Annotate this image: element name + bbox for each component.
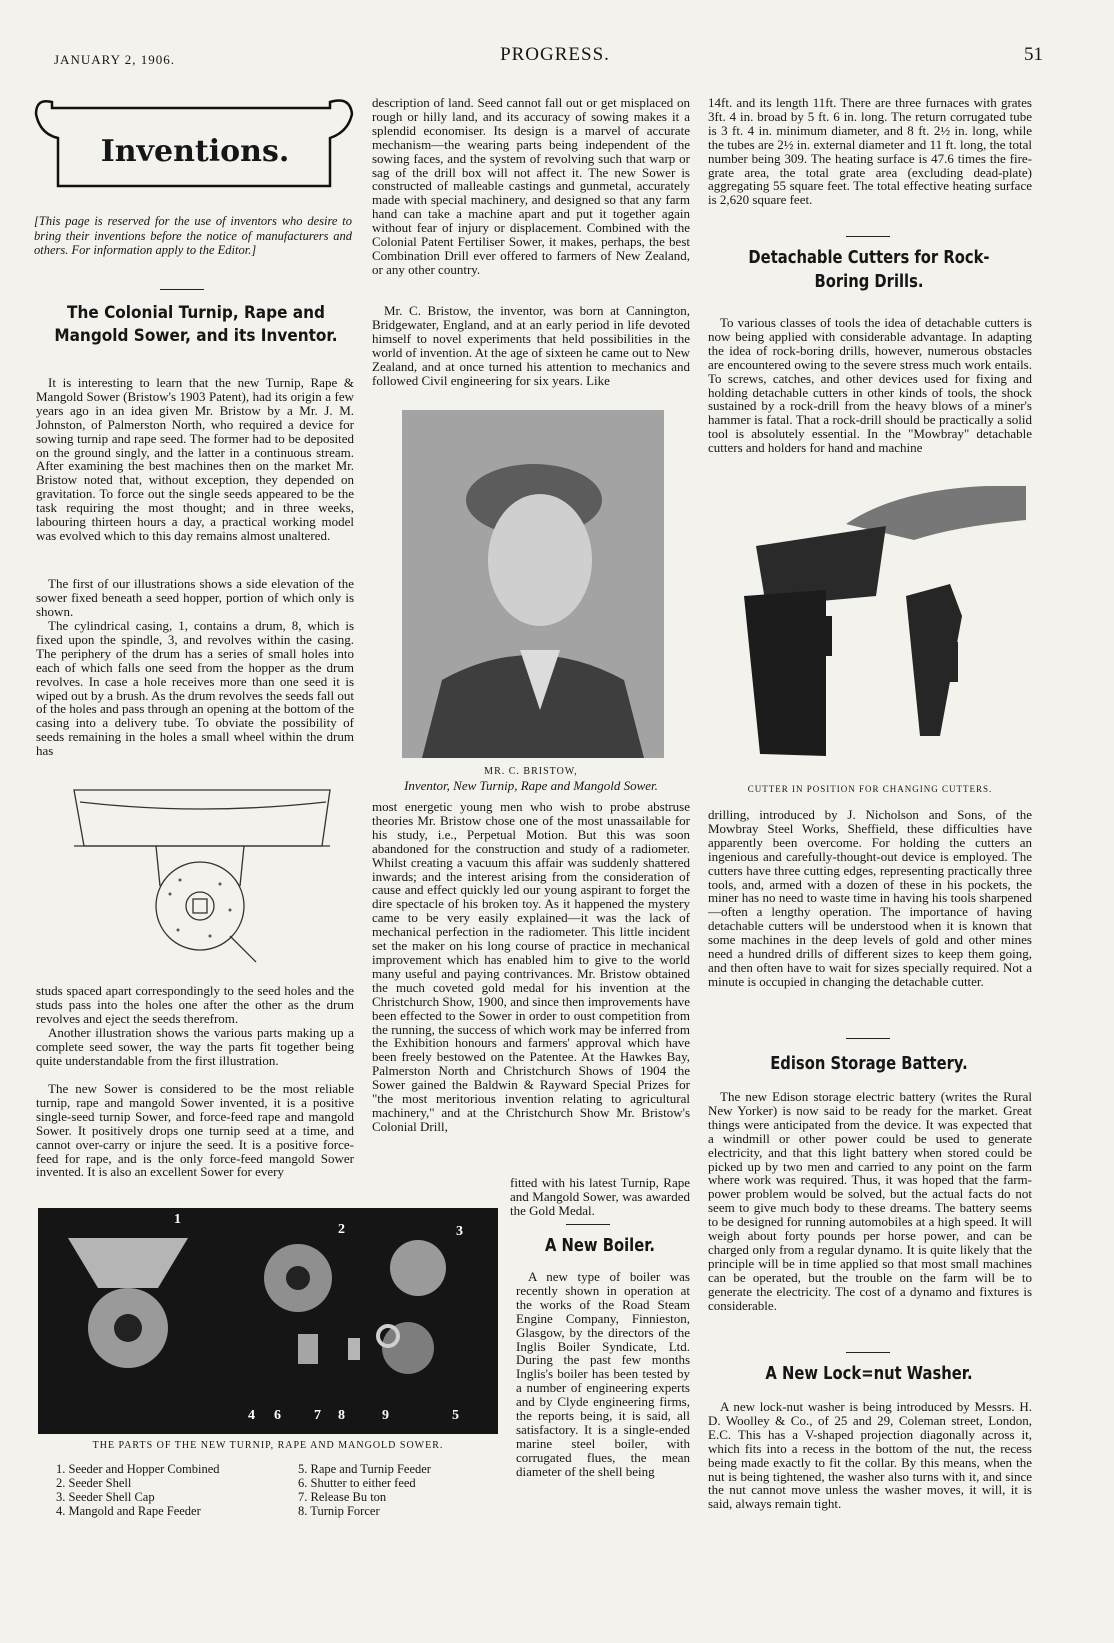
edison-paragraph: The new Edison storage electric battery (writes the Rural New Yorker) is now said to be ready for the market. Great things were anticipated from the device. It was expected that a windmill or other power could be used to generate electricity, and that this light battery when stored could be picked up by two men and carried to any point on the farm where work was required. Thus, it was hoped that the farm-power problem would be solved, but the actual facts do not seem to give much body to these dreams. The battery seems to be designed for running automobiles at a high speed. It will weigh about forty pounds per horse power, and can be charged only from a regular dynamo. It is quite likely that the principle will be in time applied so that most small machines can be operated, but the trouble on the farm will be to generate the electricity. The cost of a dynamo and fixtures is considerable. <box>708 1089 1032 1313</box>
boiler-paragraph: A new type of boiler was recently shown in operation at the works of the Road Steam Engine Company, Finnieston, Glasgow, by the directors of the Inglis Boiler Syndicate, Ltd. During the past few months Inglis's boiler has been tested by a number of engineering experts and by Clyde engineering firms, the reports being, it is said, all satisfactory. It is a single-ended marine steel boiler, with corrugated flues, the mean diameter of the shell being <box>516 1269 690 1479</box>
cutters-paragraph-1: To various classes of tools the idea of detachable cutters is now being applied with considerable advantage. In adapting the idea of rock-boring drills, however, numerous obstacles are encountered owing to the severe stress much work entails. To screws, catches, and other devices used for fixing and holding detachable cutters in other kinds of tools, the shock sustained by a rock-drill from the heavy blows of a miner's hammer is fatal. That a rock-drill should be practically a solid tool is absolutely essential. In the "Mowbray" detachable cutters and holders for hand and machine <box>708 315 1032 456</box>
inventions-banner <box>30 92 360 202</box>
boiler-title: A New Boiler. <box>544 1235 656 1256</box>
list-item: 8. Turnip Forcer <box>298 1504 380 1518</box>
sower-paragraph-6: The new Sower is considered to be the most reliable turnip, rape and mangold Sower invented, it is a positive single-seed turnip Sower, and force-feed rape and mangold Sower. It positively drops one turnip seed at a time, and cannot over-carry or injure the seed. It is a positive force-feed for rape, and is the only force-feed mangold Sower invented. It is also an excellent Sower for every <box>36 1081 354 1180</box>
parts-photograph <box>38 1208 498 1434</box>
part-label-7: 7 <box>314 1408 321 1423</box>
running-header <box>40 44 1070 70</box>
divider <box>160 289 204 290</box>
sower-title: The Colonial Turnip, Rape and Mangold Sower, and its Inventor. <box>54 303 338 346</box>
part-label-8: 8 <box>338 1408 345 1423</box>
sower-paragraph-10: fitted with his latest Turnip, Rape and Mangold Sower, was awarded the Gold Medal. <box>510 1175 690 1218</box>
parts-list-left <box>56 1462 296 1518</box>
edison-title: Edison Storage Battery. <box>770 1053 968 1074</box>
banner-note: [This page is reserved for the use of inventors who desire to bring their inventions before the notice of manufacturers and others. For information apply to the Editor.] <box>34 214 352 257</box>
sower-paragraph-7: description of land. Seed cannot fall out or get misplaced on rough or hilly land, and its accuracy of sowing makes it a splendid economiser. Its design is a marvel of accurate mechanism—the wearing parts being independent of the sowing faces, and the system of revolving such that warp or sag of the drill box will not affect it. The new Sower is constructed of malleable castings and gunmetal, accurately made with special machinery, and designed so that any farm hand can take a machine apart and put it together again without fear of injury or displacement. Combined with the Colonial Patent Fertiliser Sower, it makes, perhaps, the best Combination Drill ever offered to farmers of New Zealand, or any other country. <box>372 95 690 277</box>
sower-paragraph-1: It is interesting to learn that the new Turnip, Rape & Mangold Sower (Bristow's 1903 Patent), had its origin a few years ago in an idea given Mr. Bristow by a Mr. J. M. Johnston, of Palmerston North, who required a device for sowing turnip and rape seed. The former had to be deposited on the ground singly, and the latter in a continuous stream. After examining the best machines then on the market Mr. Bristow noted that, without exception, they depended on gravitation. To force out the single seeds appeared to be the task requiring the most thought; and in three weeks, labouring thirteen hours a day, a practical working model was evolved which to this day remains almost unaltered. <box>36 375 354 543</box>
list-item: 3. Seeder Shell Cap <box>56 1490 155 1504</box>
issue-date: JANUARY 2, 1906. <box>54 52 175 67</box>
list-item: 6. Shutter to either feed <box>298 1476 416 1490</box>
portrait-caption-role: Inventor, New Turnip, Rape and Mangold Sower. <box>404 778 658 793</box>
portrait-icon <box>402 410 664 758</box>
part-label-6: 6 <box>274 1408 281 1423</box>
publication-title: PROGRESS. <box>500 44 610 65</box>
part-label-4: 4 <box>248 1408 255 1423</box>
sower-paragraph-3: The cylindrical casing, 1, contains a drum, 8, which is fixed upon the spindle, 3, and revolves within the casing. The periphery of the drum has a series of small holes into each of which falls one seed from the hopper as the drum revolves. In case a hole receives more than one seed it is wiped out by a brush. As the drum revolves the seeds fall out of the holes and pass through an opening at the bottom of the casing into a delivery tube. To obviate the possibility of seeds remaining in the holes a small wheel within the drum has <box>36 618 354 759</box>
cutters-paragraph-2: drilling, introduced by J. Nicholson and Sons, of the Mowbray Steel Works, Sheffield, these difficulties have apparently been overcome. For holding the cutters an ingenious and carefully-thought-out device is employed. The cutters have three cutting edges, representing practically three tools, and, armed with a dozen of these in his pockets, the miner has no need to waste time in having his tools sharpened—often a lengthy operation. The importance of having detachable cutters will be understood when it is known that some machines in the deep levels of gold and other mines need a hundred drills of different sizes to keep them going, and then often have to wait for sizes specially required. Not a minute is occupied in changing the detachable cutter. <box>708 807 1032 989</box>
page-number: 51 <box>1024 44 1043 65</box>
inventor-portrait <box>402 410 664 758</box>
locknut-paragraph: A new lock-nut washer is being introduced by Messrs. H. D. Woolley & Co., of 25 and 29, Coleman street, London, E.C. This has a V-shaped projection diagonally across it, which fits into a recess in the bottom of the nut, the recess being made exactly to fit the collar. By this means, when the nut is being tightened, the washer also turns with it, and since the nut cannot move unless the washer moves, it will, it is said, always remain tight. <box>708 1399 1032 1512</box>
sower-paragraph-2: The first of our illustrations shows a side elevation of the sower fixed beneath a seed hopper, portion of which only is shown. <box>36 576 354 619</box>
drill-cutter-photo <box>726 486 1026 776</box>
sower-parts-icon <box>38 1208 498 1434</box>
sower-paragraph-4: studs spaced apart correspondingly to the seed holes and the studs pass into the holes one after the other as the drum revolves and eject the seeds therefrom. <box>36 983 354 1026</box>
part-label-3: 3 <box>456 1224 463 1239</box>
part-label-1: 1 <box>174 1212 181 1227</box>
cutters-caption: CUTTER IN POSITION FOR CHANGING CUTTERS. <box>747 784 993 794</box>
drill-cutter-icon <box>726 486 1026 776</box>
locknut-title: A New Lock=nut Washer. <box>765 1363 973 1384</box>
sower-paragraph-9: most energetic young men who wish to probe abstruse theories Mr. Bristow chose one of the most unassailable for his study, i.e., Perpetual Motion. But this was soon abandoned for the construction and study of a radiometer. Whilst creating a vacuum this affair was suddenly shattered inwards; and the interest arising from the consideration of cause and effect quickly led our young aspirant to forget the dire spectacle of his broken toy. As it happened the mystery came to be very easily explained—it was the lack of mechanical perfection in the radiometer. This little incident set the maker on his long course of practice in mechanical improvement which has enabled him to give to the world many useful and paying contrivances. Mr. Bristow obtained the much coveted gold medal for his invention at the Christchurch Show, 1900, and since then improvements have been effected to the Sower in order to oust competition from the running, the success of which work may be inferred from the Exhibition honours and farmers' approval which have been freely bestowed on the Patentee. At the Hawkes Bay, Palmerston North and Christchurch Shows of 1904 the Sower gained the Baldwin & Rayward Special Prizes for "the most meritorious invention relating to agricultural machinery," and at the Christchurch Show Mr. Bristow's Colonial Drill, <box>372 799 690 1134</box>
cutters-title: Detachable Cutters for Rock-Boring Drills. <box>748 247 990 292</box>
sower-paragraph-5: Another illustration shows the various parts making up a complete seed sower, the way the parts fit together being quite understandable from the first illustration. <box>36 1025 354 1068</box>
list-item: 2. Seeder Shell <box>56 1476 132 1490</box>
divider <box>846 236 890 237</box>
sower-paragraph-8: Mr. C. Bristow, the inventor, was born at Cannington, Bridgewater, England, and at an early period in life devoted himself to novel experiments that held possibilities in the world of invention. At the age of sixteen he came out to New Zealand, and at once turned his attention to mechanics and followed Civil engineering for six years. Like <box>372 303 690 388</box>
sower-elevation-drawing <box>60 776 350 972</box>
list-item: 7. Release Bu ton <box>298 1490 387 1504</box>
parts-caption: THE PARTS OF THE NEW TURNIP, RAPE AND MANGOLD SOWER. <box>92 1440 444 1451</box>
divider <box>846 1352 890 1353</box>
divider <box>566 1224 610 1225</box>
boiler-paragraph-continued: 14ft. and its length 11ft. There are three furnaces with grates 3ft. 4 in. broad by 5 ft. 6 in. long. The return corrugated tube is 3 ft. 4 in. minimum diameter, and 8 ft. 2½ in. long, while the tubes are 2½ in. external diameter and 11 ft. long, the total number being 309. The heating surface is 47.6 times the fire-grate area, the total grate area (excluding dead-plate) aggregating 55 square feet. The total effective heating surface is 2,620 square feet. <box>708 95 1032 208</box>
banner-title: Inventions. <box>100 134 290 169</box>
parts-list-right <box>298 1462 498 1518</box>
divider <box>846 1038 890 1039</box>
list-item: 1. Seeder and Hopper Combined <box>56 1462 220 1476</box>
list-item: 5. Rape and Turnip Feeder <box>298 1462 431 1476</box>
part-label-9: 9 <box>382 1408 389 1423</box>
part-label-2: 2 <box>338 1222 345 1237</box>
portrait-caption-name: MR. C. BRISTOW, <box>484 766 578 777</box>
part-label-5: 5 <box>452 1408 459 1423</box>
sower-diagram-icon <box>60 776 350 972</box>
list-item: 4. Mangold and Rape Feeder <box>56 1504 201 1518</box>
